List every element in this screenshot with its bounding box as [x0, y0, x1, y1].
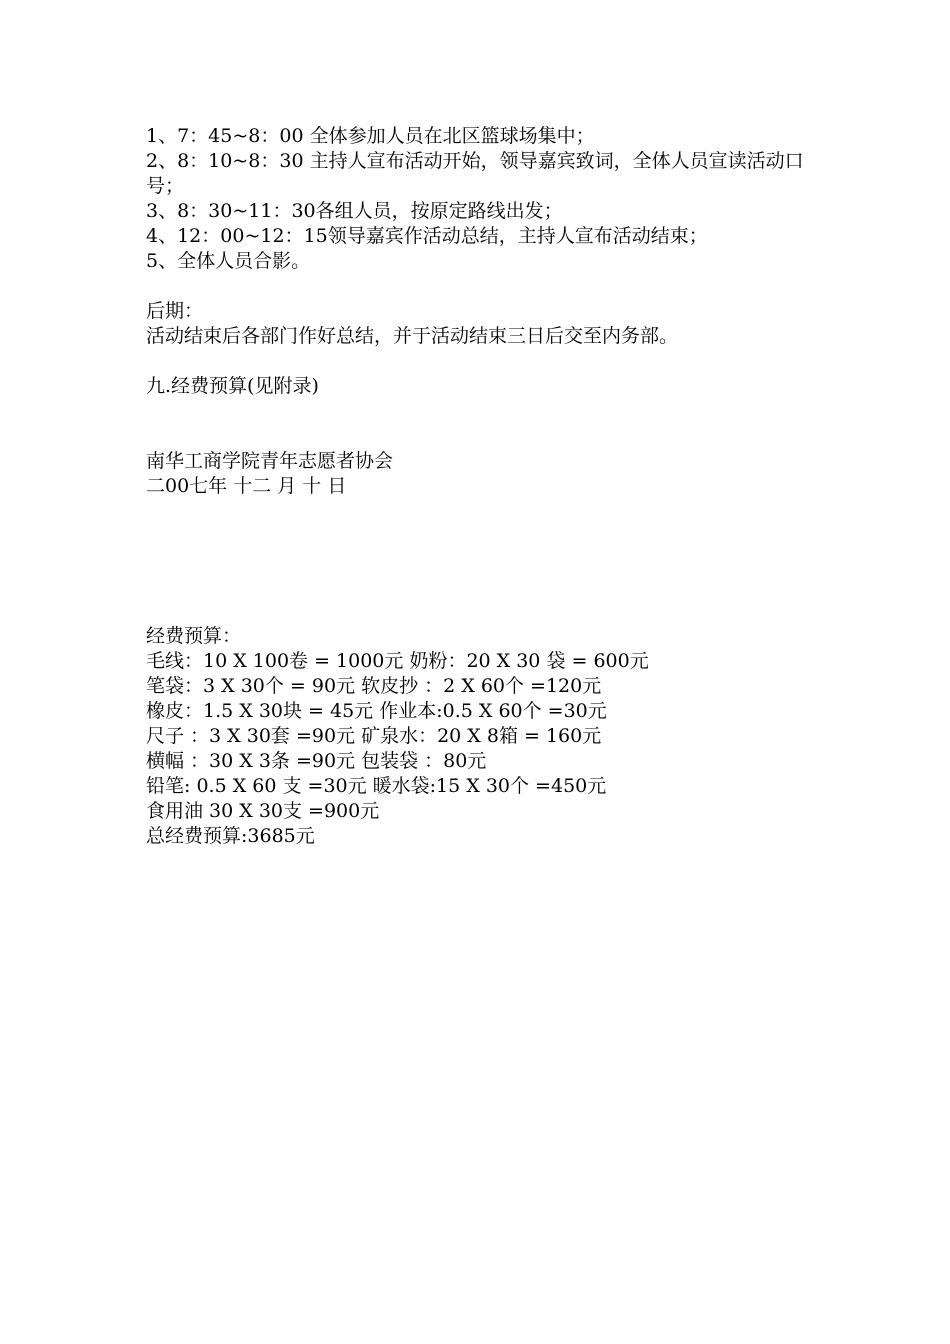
document-page: [146, 124, 826, 849]
schedule-item-4: 4、12：00~12：15领导嘉宾作活动总结，主持人宣布活动结束；: [146, 225, 708, 247]
budget-section: [146, 624, 826, 849]
budget-line: 橡皮：1.5 X 30块 = 45元 作业本:0.5 X 60个 =30元: [146, 700, 607, 722]
budget-line: 尺子 ：3 X 30套 =90元 矿泉水：20 X 8箱 = 160元: [146, 725, 602, 747]
budget-total: 总经费预算:3685元: [146, 825, 315, 847]
schedule-item-5: 5、全体人员合影。: [146, 250, 311, 272]
budget-line: 毛线：10 X 100卷 = 1000元 奶粉：20 X 30 袋 = 600元: [146, 650, 649, 672]
schedule-item-3: 3、8：30~11：30各组人员，按原定路线出发；: [146, 200, 563, 222]
later-text: 活动结束后各部门作好总结，并于活动结束三日后交至内务部。: [146, 325, 679, 347]
spacer: [146, 274, 826, 299]
budget-line: 横幅 ：30 X 3条 =90元 包装袋 ：80元: [146, 750, 487, 772]
budget-heading: 经费预算：: [146, 625, 242, 647]
budget-line: 铅笔: 0.5 X 60 支 =30元 暖水袋:15 X 30个 =450元: [146, 775, 607, 797]
spacer: [146, 399, 826, 449]
signature-date: 二00七年 十二 月 十 日: [146, 475, 347, 497]
budget-line: 食用油 30 X 30支 =900元: [146, 800, 380, 822]
spacer: [146, 499, 826, 624]
schedule-item-1: 1、7：45~8：00 全体参加人员在北区篮球场集中；: [146, 125, 595, 147]
signature-block: [146, 449, 826, 499]
budget-line: 笔袋：3 X 30个 = 90元 软皮抄 ：2 X 60个 =120元: [146, 675, 602, 697]
schedule-list: [146, 124, 826, 274]
signature-org: 南华工商学院青年志愿者协会: [146, 450, 394, 472]
spacer: [146, 349, 826, 374]
schedule-item-2: 2、8：10~8：30 主持人宣布活动开始，领导嘉宾致词，全体人员宣读活动口号；: [146, 150, 804, 197]
later-section: [146, 299, 826, 349]
budget-reference: 九.经费预算(见附录): [146, 375, 319, 397]
later-heading: 后期：: [146, 300, 204, 322]
